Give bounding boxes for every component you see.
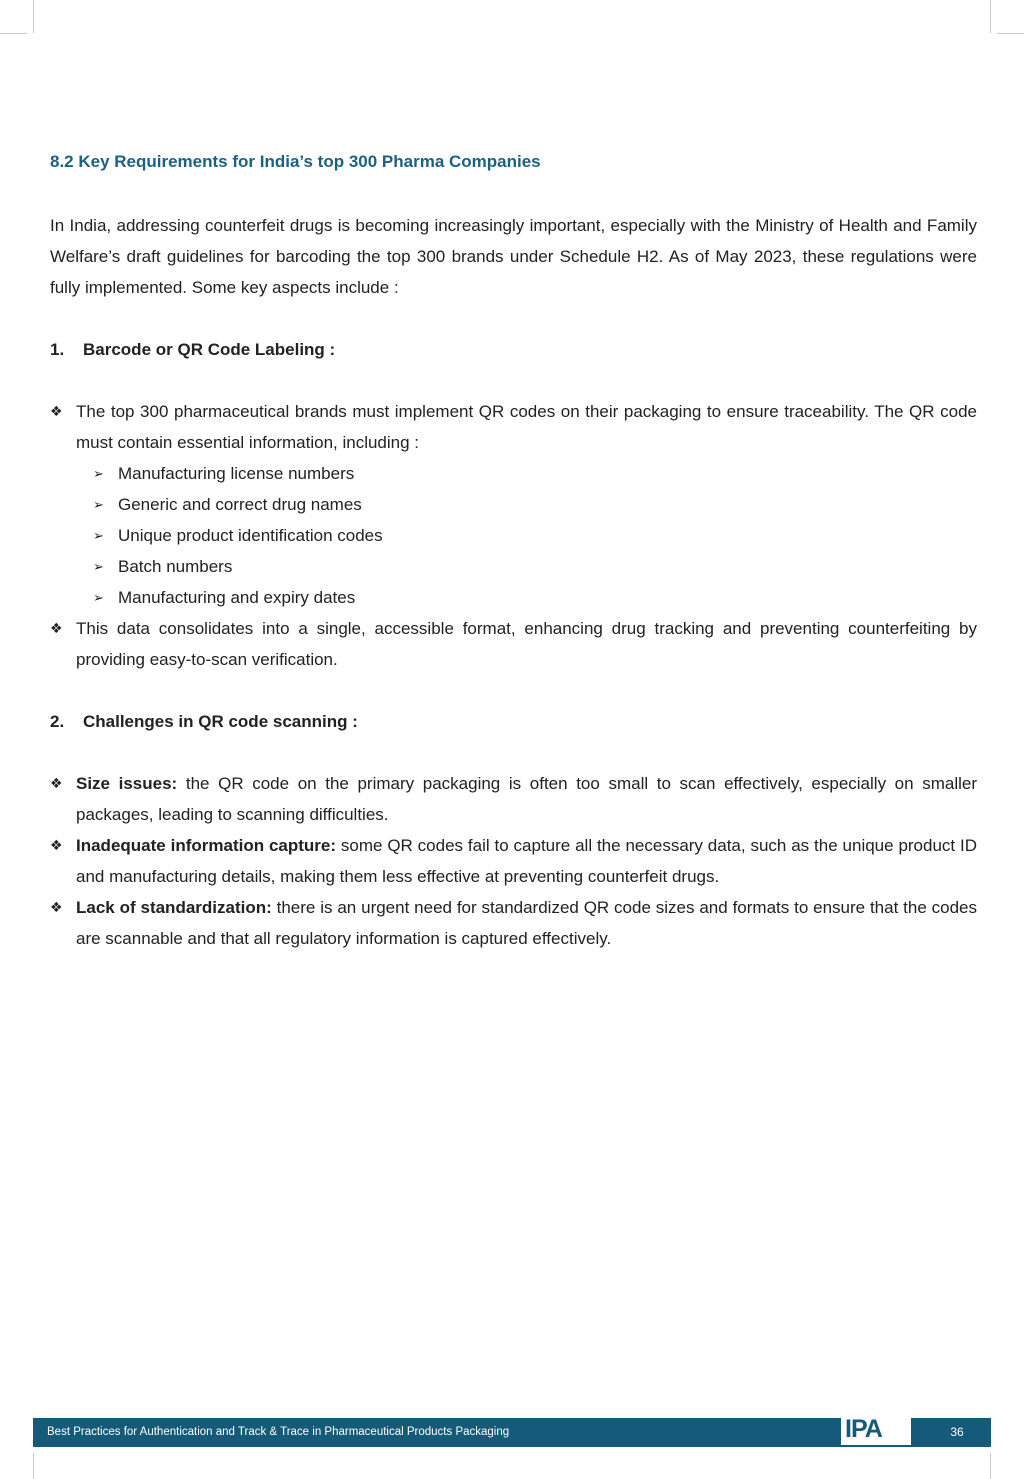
list-item — [50, 768, 977, 830]
subitem-text: Manufacturing and expiry dates — [118, 588, 356, 607]
ipa-logo — [841, 1415, 911, 1445]
footer-bar — [33, 1415, 991, 1447]
subitem-text: Unique product identification codes — [118, 526, 383, 545]
list-item — [50, 613, 977, 675]
arrow-bullet-icon: ➢ — [93, 590, 104, 605]
diamond-bullet-icon: ❖ — [50, 620, 63, 636]
list-item — [50, 830, 977, 892]
item1-heading — [50, 334, 977, 365]
ipa-logo-text: IPA — [845, 1415, 882, 1443]
page-content — [50, 152, 977, 954]
item1-title: Barcode or QR Code Labeling : — [83, 340, 336, 359]
crop-mark-top-right-v — [990, 0, 991, 33]
crop-mark-bottom-left-v — [33, 1453, 34, 1479]
diamond-bullet-icon: ❖ — [50, 403, 63, 419]
diamond-bullet-icon: ❖ — [50, 775, 63, 791]
bullet-text: The top 300 pharmaceutical brands must implement QR codes on their packaging to ensure traceability. The QR code must contain essential information, including : — [76, 402, 977, 452]
list-item — [50, 458, 977, 489]
challenges-list — [50, 768, 977, 954]
crop-mark-bottom-right-v — [990, 1453, 991, 1479]
bullet-label: Size issues: — [76, 774, 178, 793]
crop-mark-top-left-h — [0, 33, 27, 34]
arrow-bullet-icon: ➢ — [93, 497, 104, 512]
bullet-label: Lack of standardization: — [76, 898, 272, 917]
item1-number: 1. — [50, 340, 65, 359]
item2-title: Challenges in QR code scanning : — [83, 712, 358, 731]
subitem-text: Manufacturing license numbers — [118, 464, 355, 483]
list-item — [50, 520, 977, 551]
list-item — [50, 892, 977, 954]
item1-bullet-list-2 — [50, 613, 977, 675]
diamond-bullet-icon: ❖ — [50, 837, 63, 853]
item2-heading — [50, 706, 977, 737]
bullet-text: some QR codes fail to capture all the necessary data, such as the unique product ID and manufacturing details, making them less effective at preventing counterfeit drugs. — [76, 836, 978, 886]
bullet-text: there is an urgent need for standardized QR code sizes and formats to ensure that the codes are scannable and that all regulatory information is captured effectively. — [76, 898, 977, 948]
intro-paragraph: In India, addressing counterfeit drugs is becoming increasingly important, especially with the Ministry of Health and Family Welfare’s draft guidelines for barcoding the top 300 brands under Schedule H2. As of May 2023, these regulations were fully implemented. Some key aspects include : — [50, 216, 977, 297]
footer-title: Best Practices for Authentication and Track & Trace in Pharmaceutical Products Packaging — [47, 1426, 510, 1438]
bullet-text: This data consolidates into a single, accessible format, enhancing drug tracking and preventing counterfeiting by providing easy-to-scan verification. — [76, 619, 977, 669]
arrow-bullet-icon: ➢ — [93, 528, 104, 543]
subitem-text: Batch numbers — [118, 557, 233, 576]
item2-number: 2. — [50, 712, 65, 731]
list-item — [50, 396, 977, 458]
page-number: 36 — [950, 1425, 964, 1439]
subitem-text: Generic and correct drug names — [118, 495, 362, 514]
list-item — [50, 551, 977, 582]
bullet-label: Inadequate information capture: — [76, 836, 337, 855]
section-heading: 8.2 Key Requirements for India’s top 300 Pharma Companies — [50, 152, 541, 171]
qr-info-list — [50, 458, 977, 613]
list-item — [50, 489, 977, 520]
crop-mark-top-right-h — [997, 33, 1024, 34]
arrow-bullet-icon: ➢ — [93, 559, 104, 574]
crop-mark-top-left-v — [33, 0, 34, 33]
diamond-bullet-icon: ❖ — [50, 899, 63, 915]
list-item — [50, 582, 977, 613]
arrow-bullet-icon: ➢ — [93, 466, 104, 481]
item1-bullet-list — [50, 396, 977, 458]
bullet-text: the QR code on the primary packaging is often too small to scan effectively, especially on smaller packages, leading to scanning difficulties. — [76, 774, 977, 824]
